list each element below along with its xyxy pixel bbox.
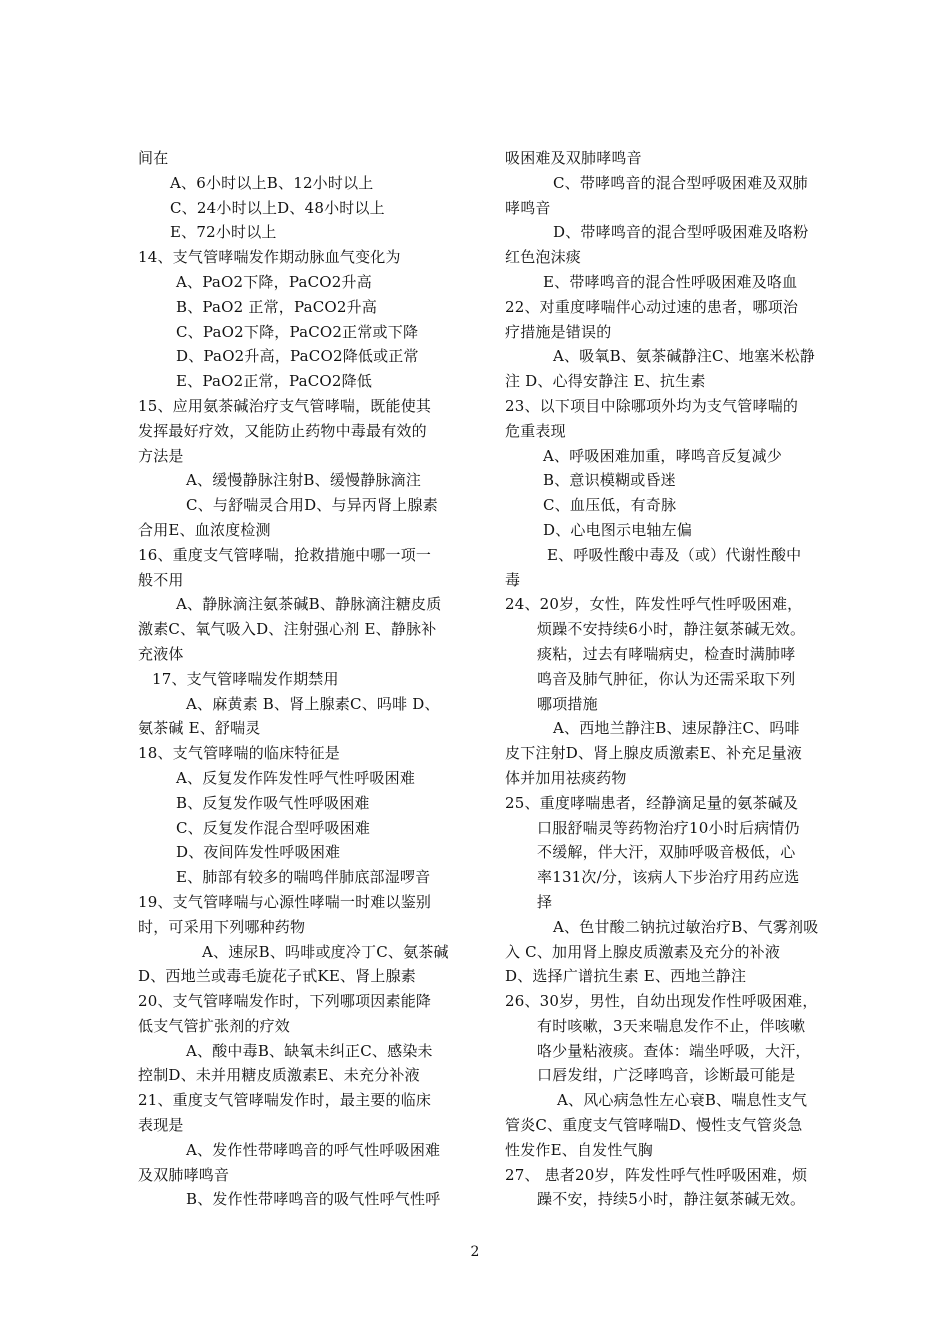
right-text-line: 危重表现 xyxy=(505,421,566,440)
left-text-line: 激素C、氧气吸入D、注射强心剂 E、静脉补 xyxy=(138,620,437,639)
left-text-line: 16、重度支气管哮喘，抢救措施中哪一项一 xyxy=(138,545,432,564)
right-text-line: 性发作E、自发性气胸 xyxy=(505,1140,653,1159)
left-text-line: 表现是 xyxy=(138,1116,184,1135)
right-text-line: 管炎C、重度支气管哮喘D、慢性支气管炎急 xyxy=(505,1116,803,1135)
left-text-line: 氨茶碱 E、舒喘灵 xyxy=(138,719,261,738)
left-text-line: E、PaO2正常，PaCO2降低 xyxy=(176,372,373,391)
right-text-line: 入 C、加用肾上腺皮质激素及充分的补液 xyxy=(505,942,781,961)
right-text-line: 27、 患者20岁，阵发性呼气性呼吸困难，烦 xyxy=(505,1165,808,1184)
right-text-line: B、意识模糊或昏迷 xyxy=(543,471,676,490)
left-text-line: B、发作性带哮鸣音的吸气性呼气性呼 xyxy=(186,1190,441,1209)
left-text-line: 方法是 xyxy=(138,446,184,465)
right-text-line: 红色泡沫痰 xyxy=(505,248,582,267)
right-text-line: 毒 xyxy=(505,570,521,589)
right-text-line: 疗措施是错误的 xyxy=(505,322,612,341)
right-text-line: A、色甘酸二钠抗过敏治疗B、气雾剂吸 xyxy=(553,917,819,936)
right-text-line: 鸣音及肺气肿征，你认为还需采取下列 xyxy=(537,669,796,688)
left-text-line: C、与舒喘灵合用D、与异丙肾上腺素 xyxy=(186,496,438,515)
right-text-line: 吸困难及双肺哮鸣音 xyxy=(505,149,642,167)
right-text-line: 有时咳嗽，3天来喘息发作不止，伴咳嗽 xyxy=(537,1016,806,1035)
right-text-line: D、选择广谱抗生素 E、西地兰静注 xyxy=(505,967,747,986)
left-text-line: A、酸中毒B、缺氧未纠正C、感染未 xyxy=(186,1041,433,1060)
right-text-line: 25、重度哮喘患者，经静滴足量的氨茶碱及 xyxy=(505,793,799,812)
left-text-line: 间在 xyxy=(138,149,169,167)
right-text-line: E、呼吸性酸中毒及（或）代谢性酸中 xyxy=(547,545,802,564)
left-text-line: 14、支气管哮喘发作期动脉血气变化为 xyxy=(138,248,401,267)
left-text-line: D、夜间阵发性呼吸困难 xyxy=(176,843,341,862)
left-text-line: A、PaO2下降，PaCO2升高 xyxy=(176,272,372,291)
right-text-line: A、风心病急性左心衰B、喘息性支气 xyxy=(557,1091,808,1110)
right-text-line: A、呼吸困难加重，哮鸣音反复减少 xyxy=(543,446,783,465)
left-text-line: 20、支气管哮喘发作时，下列哪项因素能降 xyxy=(138,992,432,1011)
right-text-line: C、血压低，有奇脉 xyxy=(543,496,677,515)
right-text-line: 咯少量粘液痰。查体：端坐呼吸，大汗， xyxy=(537,1041,811,1060)
right-text-line: 23、以下项目中除哪项外均为支气管哮喘的 xyxy=(505,396,799,415)
left-text-line: 21、重度支气管哮喘发作时，最主要的临床 xyxy=(138,1091,432,1110)
left-text-line: 合用E、血浓度检测 xyxy=(138,520,271,539)
left-text-line: E、72小时以上 xyxy=(170,223,277,242)
right-text-line: 皮下注射D、肾上腺皮质激素E、补充足量液 xyxy=(505,744,802,763)
page-number: 2 xyxy=(470,1244,480,1260)
right-text-line: 口唇发绀，广泛哮鸣音，诊断最可能是 xyxy=(537,1066,796,1085)
left-text-line: C、24小时以上D、48小时以上 xyxy=(170,198,385,217)
left-text-line: 17、支气管哮喘发作期禁用 xyxy=(152,669,339,688)
right-text-line: 26、30岁，男性，自幼出现发作性呼吸困难， xyxy=(505,992,818,1011)
right-text-line: 哪项措施 xyxy=(537,694,598,713)
right-text-line: 注 D、心得安静注 E、抗生素 xyxy=(505,372,706,391)
left-text-line: D、PaO2升高，PaCO2降低或正常 xyxy=(176,347,419,366)
right-text-line: 不缓解，伴大汗，双肺呼吸音极低，心 xyxy=(537,843,796,862)
left-text-line: 般不用 xyxy=(138,570,184,589)
left-text-line: D、西地兰或毒毛旋花子甙KE、肾上腺素 xyxy=(138,967,416,986)
left-text-line: A、缓慢静脉注射B、缓慢静脉滴注 xyxy=(186,471,422,490)
right-text-line: D、心电图示电轴左偏 xyxy=(543,520,693,539)
left-text-line: 发挥最好疗效，又能防止药物中毒最有效的 xyxy=(138,421,427,440)
left-text-line: 15、应用氨茶碱治疗支气管哮喘，既能使其 xyxy=(138,396,432,415)
left-text-line: A、速尿B、吗啡或度冷丁C、氨茶碱 xyxy=(202,942,449,961)
left-column xyxy=(138,146,478,1212)
right-text-line: 22、对重度哮喘伴心动过速的患者，哪项治 xyxy=(505,297,799,316)
right-text-line: 24、20岁，女性，阵发性呼气性呼吸困难， xyxy=(505,595,803,614)
right-text-line: 择 xyxy=(537,892,553,911)
right-column xyxy=(505,146,845,1212)
left-text-line: A、6小时以上B、12小时以上 xyxy=(170,173,374,192)
left-text-line: A、发作性带哮鸣音的呼气性呼吸困难 xyxy=(186,1140,441,1159)
left-text-line: 时，可采用下列哪种药物 xyxy=(138,917,306,936)
left-text-line: 19、支气管哮喘与心源性哮喘一时难以鉴别 xyxy=(138,892,432,911)
right-text-line: 率131次/分，该病人下步治疗用药应选 xyxy=(537,868,800,887)
left-text-line: 18、支气管哮喘的临床特征是 xyxy=(138,744,340,763)
left-text-line: 控制D、未并用糖皮质激素E、未充分补液 xyxy=(138,1066,420,1085)
left-text-line: 充液体 xyxy=(138,644,184,663)
right-text-line: 躁不安，持续5小时，静注氨茶碱无效。 xyxy=(537,1190,806,1209)
left-text-line: A、静脉滴注氨茶碱B、静脉滴注糖皮质 xyxy=(176,595,442,614)
left-text-line: 低支气管扩张剂的疗效 xyxy=(138,1016,291,1035)
left-text-line: A、反复发作阵发性呼气性呼吸困难 xyxy=(176,768,416,787)
left-text-line: 及双肺哮鸣音 xyxy=(138,1165,230,1184)
right-text-line: C、带哮鸣音的混合型呼吸困难及双肺 xyxy=(553,173,808,192)
left-text-line: C、反复发作混合型呼吸困难 xyxy=(176,818,371,837)
left-text-line: B、反复发作吸气性呼吸困难 xyxy=(176,793,370,812)
left-text-line: E、肺部有较多的喘鸣伴肺底部湿啰音 xyxy=(176,868,431,887)
right-text-line: 体并加用祛痰药物 xyxy=(505,768,627,787)
left-text-line: B、PaO2 正常，PaCO2升高 xyxy=(176,297,378,316)
right-text-line: 烦躁不安持续6小时，静注氨茶碱无效。 xyxy=(537,620,806,639)
right-text-line: 哮鸣音 xyxy=(505,198,551,217)
right-text-line: A、吸氧B、氨茶碱静注C、地塞米松静 xyxy=(553,347,815,366)
left-text-line: A、麻黄素 B、肾上腺素C、吗啡 D、 xyxy=(186,694,440,713)
right-text-line: 痰粘，过去有哮喘病史，检查时满肺哮 xyxy=(537,644,796,663)
right-text-line: A、西地兰静注B、速尿静注C、吗啡 xyxy=(553,719,800,738)
right-text-line: D、带哮鸣音的混合型呼吸困难及咯粉 xyxy=(553,223,809,242)
right-text-line: 口服舒喘灵等药物治疗10小时后病情仍 xyxy=(537,818,800,837)
right-text-line: E、带哮鸣音的混合性呼吸困难及咯血 xyxy=(543,272,798,291)
left-text-line: C、PaO2下降，PaCO2正常或下降 xyxy=(176,322,419,341)
